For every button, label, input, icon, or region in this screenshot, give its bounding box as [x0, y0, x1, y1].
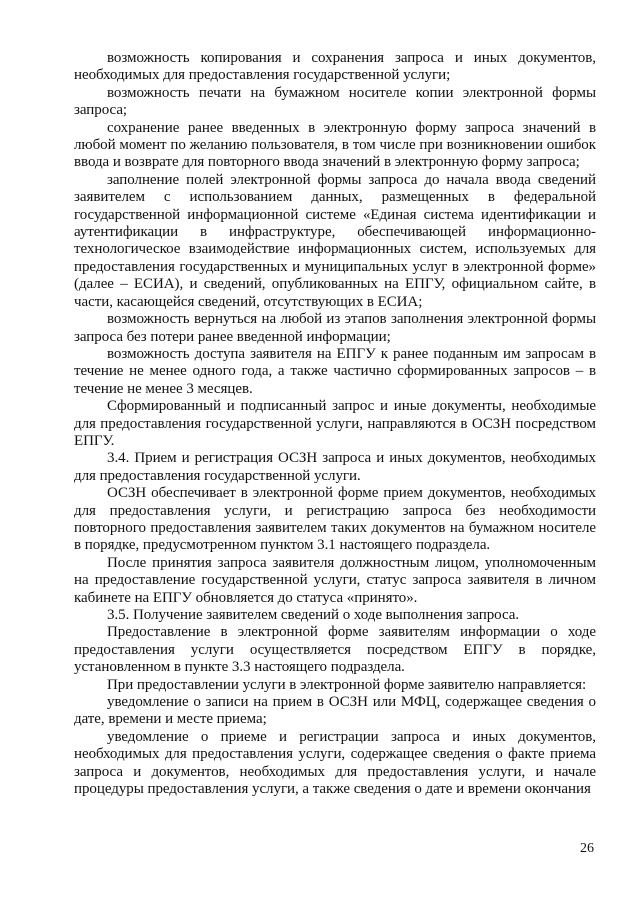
- paragraph-registration-notice: уведомление о приеме и регистрации запроса и иных документов, необходимых для предоставления услуги, содержащее сведения о факте приема запроса и документов, необходимых для предоставления услуги, и начале процедуры предоставления услуги, а также сведения о дате и времени окончания: [74, 728, 596, 798]
- paragraph-progress-info: Предоставление в электронной форме заявителям информации о ходе предоставления услуги осуществляется посредством ЕПГУ в порядке, установленном в пункте 3.3 настоящего подраздела.: [74, 624, 596, 676]
- paragraph-print-copy: возможность печати на бумажном носителе копии электронной формы запроса;: [74, 84, 596, 119]
- section-heading-3-5: 3.5. Получение заявителем сведений о ходе выполнения запроса.: [107, 607, 520, 623]
- paragraph-save-values: сохранение ранее введенных в электронную форму запроса значений в любой момент по желанию пользователя, в том числе при возникновении ошибок ввода и возврате для повторного ввода значений в электронную форму запроса;: [74, 119, 596, 171]
- document-body: [74, 50, 596, 798]
- paragraph-return-step: возможность вернуться на любой из этапов заполнения электронной формы запроса без потери ранее введенной информации;: [74, 311, 596, 345]
- paragraph-prefill-esia: заполнение полей электронной формы запроса до начала ввода сведений заявителем с использованием данных, размещенных в федеральной государственной информационной системе «Единая система идентификации и аутентификации в инфраструктуре, обеспечивающей информационно-технологическое взаимодействие информационных систем, используемых для предоставления государственных и муниципальных услуг в электронной форме» (далее – ЕСИА), и сведений, опубликованных на ЕПГУ, официальном сайте, в части, касающейся сведений, отсутствующих в ЕСИА;: [74, 171, 596, 310]
- paragraph-copy-save: возможность копирования и сохранения запроса и иных документов, необходимых для предоставления государственной услуги;: [74, 50, 596, 84]
- paragraph-appointment-notice: уведомление о записи на прием в ОСЗН или МФЦ, содержащее сведения о дате, времени и месте приема;: [74, 694, 596, 728]
- paragraph-oszn-receipt: ОСЗН обеспечивает в электронной форме прием документов, необходимых для предоставления услуги, и регистрацию запроса без необходимости повторного предоставления заявителем таких документов на бумажном носителе в порядке, предусмотренном пунктом 3.1 настоящего подраздела.: [74, 485, 596, 554]
- paragraph-access-requests: возможность доступа заявителя на ЕПГУ к ранее поданным им запросам в течение не менее одного года, а также частично сформированных запросов – в течение не менее 3 месяцев.: [74, 345, 596, 397]
- paragraph-submitted-request: Сформированный и подписанный запрос и иные документы, необходимые для предоставления государственной услуги, направляются в ОСЗН посредством ЕПГУ.: [74, 398, 596, 449]
- page-number: 26: [580, 841, 594, 856]
- section-heading-3-4: 3.4. Прием и регистрация ОСЗН запроса и иных документов, необходимых для предоставления государственной услуги.: [74, 450, 596, 484]
- paragraph-status-accepted: После принятия запроса заявителя должностным лицом, уполномоченным на предоставление государственной услуги, статус запроса заявителя в личном кабинете на ЕПГУ обновляется до статуса «принято».: [74, 554, 596, 606]
- paragraph-notifications-intro: При предоставлении услуги в электронной форме заявителю направляется:: [107, 676, 587, 693]
